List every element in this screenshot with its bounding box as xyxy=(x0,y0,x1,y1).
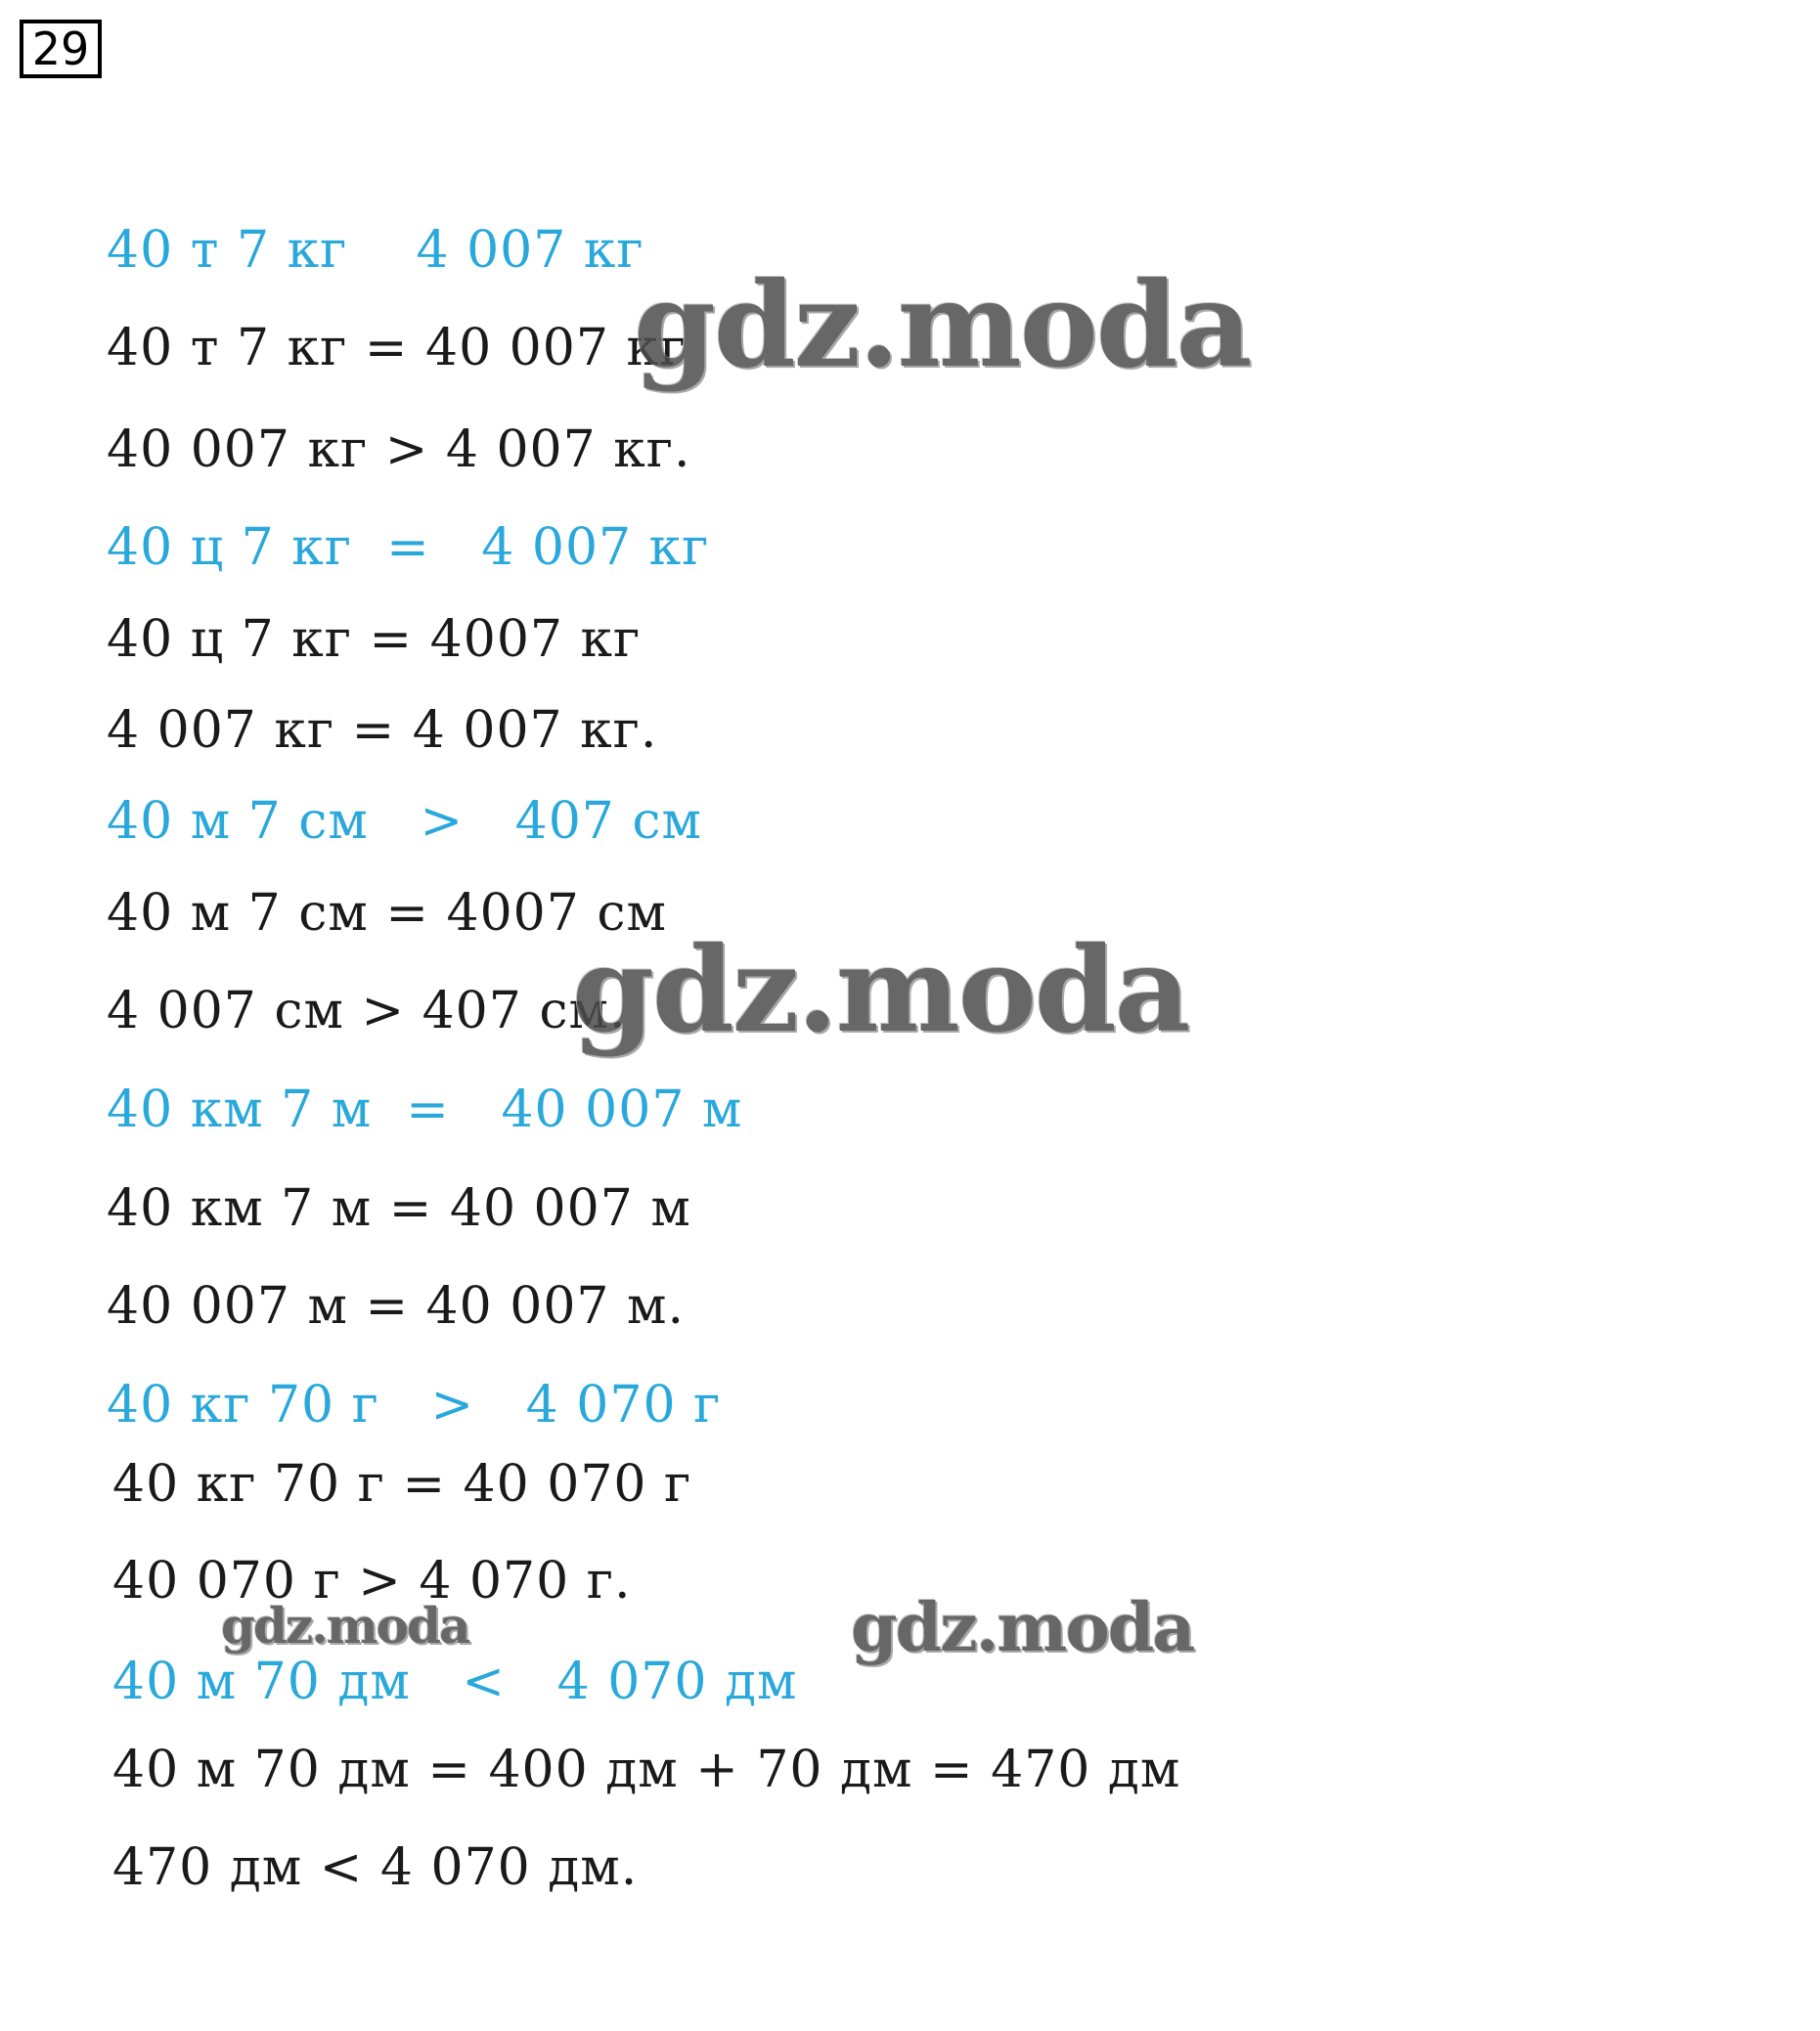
solution-line-7: 40 км 7 м = 40 007 м xyxy=(107,1179,691,1238)
task-line-3: 40 м 7 см > 407 см xyxy=(107,792,702,851)
solution-line-8: 40 007 м = 40 007 м. xyxy=(107,1277,686,1336)
solution-line-6: 4 007 см > 407 см. xyxy=(107,982,627,1040)
task-line-4: 40 км 7 м = 40 007 м xyxy=(107,1081,743,1139)
task-line-1: 40 т 7 кг 4 007 кг xyxy=(107,221,644,280)
solution-line-11: 40 м 70 дм = 400 дм + 70 дм = 470 дм xyxy=(112,1741,1181,1799)
watermark-1: gdz.moda xyxy=(634,256,1251,394)
task-number-box: 29 xyxy=(20,20,102,78)
task-line-2: 40 ц 7 кг = 4 007 кг xyxy=(107,518,710,577)
solution-line-2: 40 007 кг > 4 007 кг. xyxy=(107,420,691,479)
solution-line-3: 40 ц 7 кг = 4007 кг xyxy=(107,610,642,669)
solution-line-5: 40 м 7 см = 4007 см xyxy=(107,884,667,943)
solution-line-1: 40 т 7 кг = 40 007 кг xyxy=(107,319,688,377)
watermark-3: gdz.moda xyxy=(851,1589,1194,1667)
solution-line-12: 470 дм < 4 070 дм. xyxy=(112,1838,639,1897)
task-line-5: 40 кг 70 г > 4 070 г xyxy=(107,1376,722,1435)
watermark-4: gdz.moda xyxy=(221,1597,469,1655)
solution-line-4: 4 007 кг = 4 007 кг. xyxy=(107,701,658,760)
solution-line-10: 40 070 г > 4 070 г. xyxy=(112,1552,632,1611)
task-line-6: 40 м 70 дм < 4 070 дм xyxy=(112,1653,798,1711)
watermark-2: gdz.moda xyxy=(572,921,1189,1059)
solution-line-9: 40 кг 70 г = 40 070 г xyxy=(112,1455,692,1514)
